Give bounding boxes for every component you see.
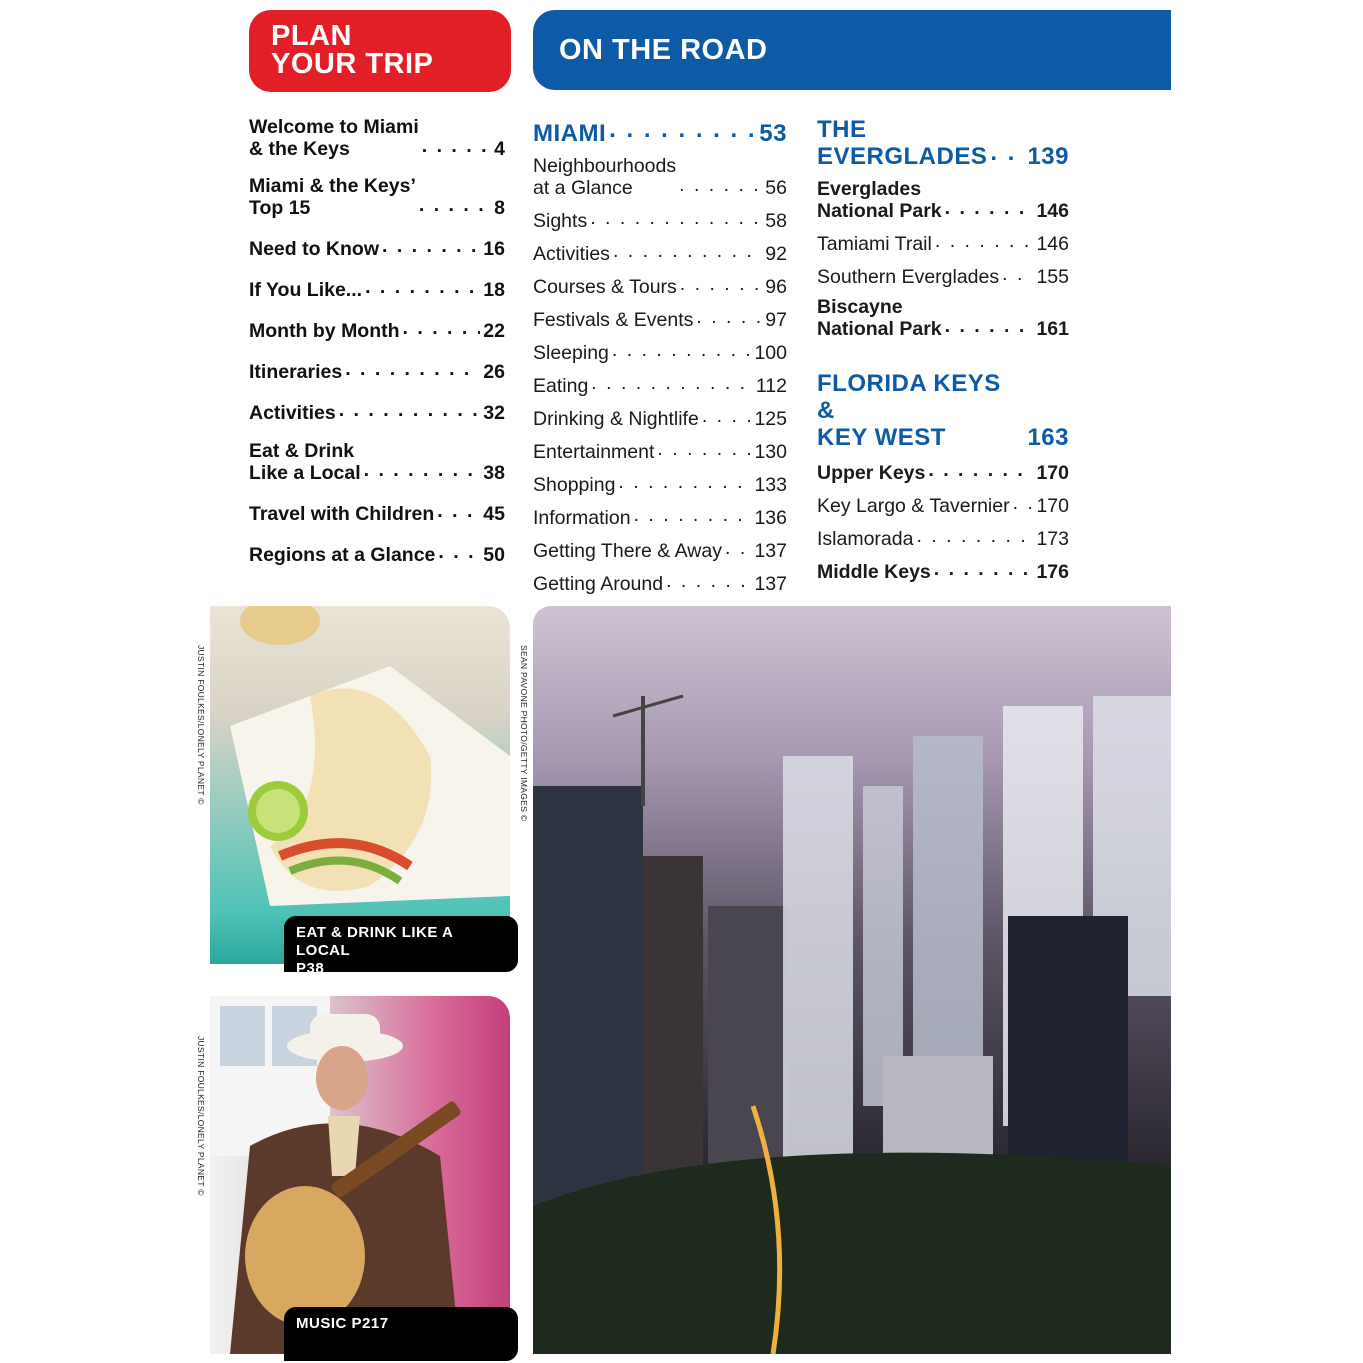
- miami-entry[interactable]: [533, 438, 787, 463]
- entry-label: Activities: [249, 402, 336, 424]
- eat-drink-caption-line1: EAT & DRINK LIKE A LOCAL: [296, 924, 453, 959]
- entry-label: Tamiami Trail: [817, 233, 932, 255]
- entry-page: 92: [765, 243, 787, 265]
- music-photo-credit: JUSTIN FOULKES/LONELY PLANET ©: [196, 1036, 206, 1196]
- entry-page: 155: [1036, 266, 1069, 288]
- entry-page: 137: [754, 573, 787, 595]
- entry-label: Travel with Children: [249, 503, 435, 525]
- plan-your-trip-tab: [249, 10, 511, 92]
- entry-page: 100: [754, 342, 787, 364]
- entry-page: 4: [494, 138, 505, 160]
- miami-title: MIAMI: [533, 120, 607, 147]
- road-tab-label: ON THE ROAD: [559, 34, 768, 66]
- entry-label: Sleeping: [533, 342, 609, 364]
- plan-entry[interactable]: [249, 358, 505, 383]
- plan-entry[interactable]: [249, 276, 505, 301]
- everglades-title: THE EVERGLADES: [817, 116, 988, 170]
- miami-entry[interactable]: [533, 306, 787, 331]
- miami-entry[interactable]: [533, 240, 787, 265]
- everglades-entry[interactable]: [817, 296, 1069, 340]
- entry-page: 45: [483, 503, 505, 525]
- entry-page: 96: [765, 276, 787, 298]
- entry-page: 170: [1036, 495, 1069, 517]
- entry-page: 97: [765, 309, 787, 331]
- miami-heading[interactable]: [533, 116, 787, 147]
- entry-label: Shopping: [533, 474, 616, 496]
- entry-label: Southern Everglades: [817, 266, 1000, 288]
- keys-items: [817, 459, 1069, 583]
- entry-page: 58: [765, 210, 787, 232]
- miami-page: 53: [759, 120, 787, 147]
- entry-page: 176: [1036, 561, 1069, 583]
- keys-entry[interactable]: [817, 492, 1069, 517]
- entry-page: 8: [494, 197, 505, 219]
- music-caption[interactable]: [284, 1307, 518, 1361]
- entry-label: Key Largo & Tavernier: [817, 495, 1010, 517]
- entry-label: If You Like...: [249, 279, 363, 301]
- city-photo-credit: SEAN PAVONE PHOTO/GETTY IMAGES ©: [519, 645, 529, 822]
- entry-label: Welcome to Miami & the Keys: [249, 116, 419, 160]
- entry-page: 146: [1036, 200, 1069, 222]
- miami-entry[interactable]: [533, 405, 787, 430]
- entry-label: Sights: [533, 210, 588, 232]
- plan-entry[interactable]: [249, 317, 505, 342]
- entry-label: Upper Keys: [817, 462, 926, 484]
- entry-page: 22: [483, 320, 505, 342]
- miami-entry[interactable]: [533, 471, 787, 496]
- miami-entry[interactable]: [533, 155, 787, 199]
- entry-page: 112: [755, 375, 787, 397]
- guitarist-photo: [210, 996, 510, 1354]
- entry-page: 56: [765, 177, 787, 199]
- plan-entry[interactable]: [249, 175, 505, 219]
- entry-label: Miami & the Keys’ Top 15: [249, 175, 416, 219]
- entry-page: 170: [1036, 462, 1069, 484]
- keys-title: FLORIDA KEYS & KEY WEST: [817, 370, 1001, 451]
- miami-skyline-photo: [533, 606, 1171, 1354]
- taco-photo: [210, 606, 510, 964]
- miami-entry[interactable]: [533, 339, 787, 364]
- plan-entry[interactable]: [249, 399, 505, 424]
- on-the-road-tab: [533, 10, 1171, 90]
- entry-label: Information: [533, 507, 631, 529]
- skyline-illustration: [533, 606, 1171, 1354]
- entry-label: Regions at a Glance: [249, 544, 436, 566]
- entry-label: Middle Keys: [817, 561, 931, 583]
- entry-label: Islamorada: [817, 528, 914, 550]
- eat-drink-caption[interactable]: [284, 916, 518, 977]
- everglades-entry[interactable]: [817, 263, 1069, 288]
- entry-page: 137: [754, 540, 787, 562]
- miami-entry[interactable]: [533, 504, 787, 529]
- entry-label: Courses & Tours: [533, 276, 677, 298]
- miami-entry[interactable]: [533, 537, 787, 562]
- taco-illustration: [210, 606, 510, 964]
- entry-page: 26: [483, 361, 505, 383]
- entry-page: 16: [483, 238, 505, 260]
- plan-entry[interactable]: [249, 541, 505, 566]
- entry-label: Everglades National Park: [817, 178, 942, 222]
- entry-page: 146: [1036, 233, 1069, 255]
- entry-page: 133: [754, 474, 787, 496]
- miami-items: [533, 155, 787, 595]
- entry-page: 18: [483, 279, 505, 301]
- keys-heading[interactable]: [817, 370, 1069, 451]
- entry-label: Drinking & Nightlife: [533, 408, 699, 430]
- everglades-items: [817, 178, 1069, 340]
- keys-entry[interactable]: [817, 459, 1069, 484]
- entry-label: Getting Around: [533, 573, 664, 595]
- entry-page: 125: [754, 408, 787, 430]
- entry-label: Eat & Drink Like a Local: [249, 440, 361, 484]
- entry-page: 50: [483, 544, 505, 566]
- entry-page: 130: [754, 441, 787, 463]
- miami-section: [533, 116, 787, 603]
- everglades-entry[interactable]: [817, 230, 1069, 255]
- entry-label: Entertainment: [533, 441, 655, 463]
- entry-label: Activities: [533, 243, 610, 265]
- miami-entry[interactable]: [533, 372, 787, 397]
- miami-entry[interactable]: [533, 570, 787, 595]
- entry-label: Month by Month: [249, 320, 400, 342]
- entry-label: Biscayne National Park: [817, 296, 942, 340]
- entry-page: 173: [1036, 528, 1069, 550]
- plan-tab-line2: YOUR TRIP: [271, 48, 434, 80]
- food-photo-credit: JUSTIN FOULKES/LONELY PLANET ©: [196, 645, 206, 805]
- entry-label: Need to Know: [249, 238, 379, 260]
- entry-label: Festivals & Events: [533, 309, 694, 331]
- eat-drink-caption-line2: P38: [296, 960, 325, 977]
- everglades-entry[interactable]: [817, 178, 1069, 222]
- keys-entry[interactable]: [817, 525, 1069, 550]
- plan-entry[interactable]: [249, 440, 505, 484]
- entry-label: Neighbourhoods at a Glance: [533, 155, 677, 199]
- plan-tab-line1: PLAN: [271, 20, 352, 52]
- entry-label: Eating: [533, 375, 589, 397]
- everglades-heading[interactable]: [817, 116, 1069, 170]
- plan-entry[interactable]: [249, 235, 505, 260]
- keys-page: 163: [1027, 424, 1069, 451]
- entry-page: 136: [754, 507, 787, 529]
- keys-entry[interactable]: [817, 558, 1069, 583]
- plan-entry[interactable]: [249, 116, 505, 160]
- entry-page: 161: [1036, 318, 1069, 340]
- entry-page: 38: [483, 462, 505, 484]
- guitarist-illustration: [210, 996, 510, 1354]
- everglades-page: 139: [1027, 143, 1069, 170]
- plan-entry[interactable]: [249, 500, 505, 525]
- entry-page: 32: [483, 402, 505, 424]
- plan-your-trip-list: [249, 116, 505, 582]
- miami-entry[interactable]: [533, 207, 787, 232]
- miami-entry[interactable]: [533, 273, 787, 298]
- music-caption-text: MUSIC P217: [296, 1315, 389, 1332]
- entry-label: Itineraries: [249, 361, 343, 383]
- entry-label: Getting There & Away: [533, 540, 722, 562]
- regions-column: [817, 116, 1069, 591]
